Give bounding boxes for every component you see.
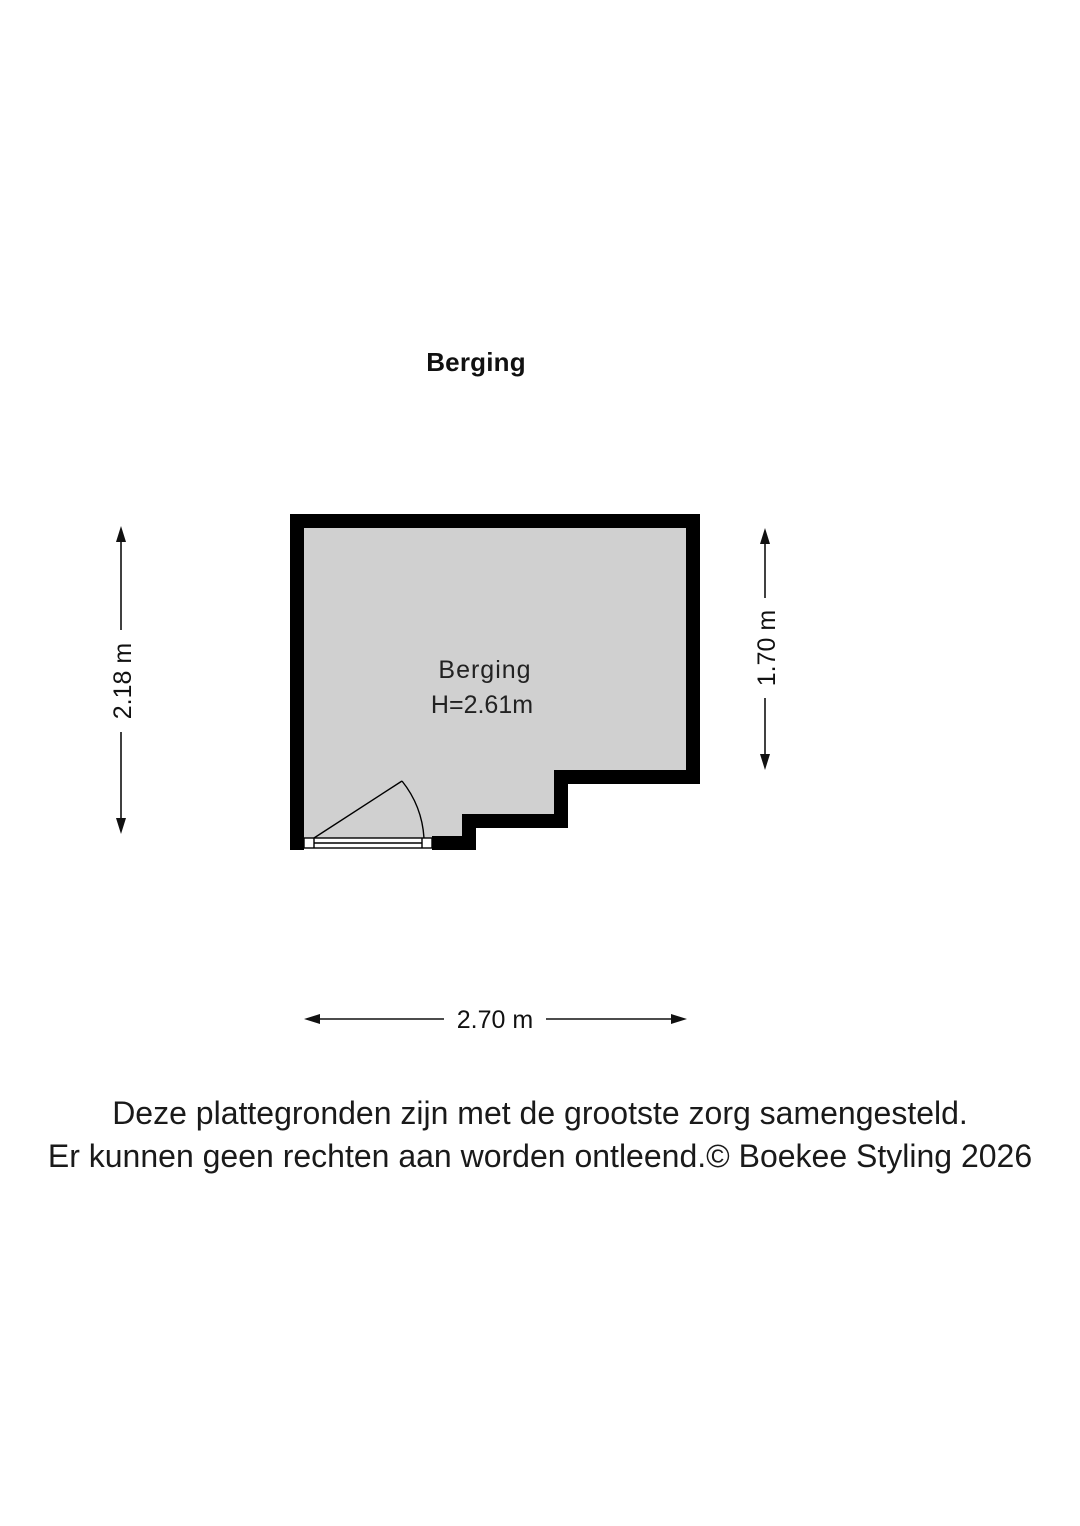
disclaimer-line-2: Er kunnen geen rechten aan worden ontleend.© Boekee Styling 2026: [47, 1138, 1033, 1174]
wall-left: [290, 514, 304, 850]
disclaimer: [0, 1092, 1080, 1178]
wall-step-1: [554, 770, 700, 784]
wall-top: [290, 514, 700, 528]
dimension-bottom-label: 2.70 m: [456, 1006, 534, 1034]
room-name-label: Berging: [438, 656, 532, 684]
disclaimer-line-1: Deze plattegronden zijn met de grootste zorg samengesteld.: [112, 1095, 968, 1131]
dimension-right-label: 1.70 m: [753, 609, 781, 687]
plan-title: Berging: [426, 347, 526, 377]
dimension-left-label: 2.18 m: [109, 642, 137, 720]
wall-bottom: [432, 836, 476, 850]
wall-right: [686, 514, 700, 784]
room-height-label: H=2.61m: [430, 691, 534, 719]
wall-step-3: [462, 814, 568, 828]
room-floor: [304, 528, 686, 848]
